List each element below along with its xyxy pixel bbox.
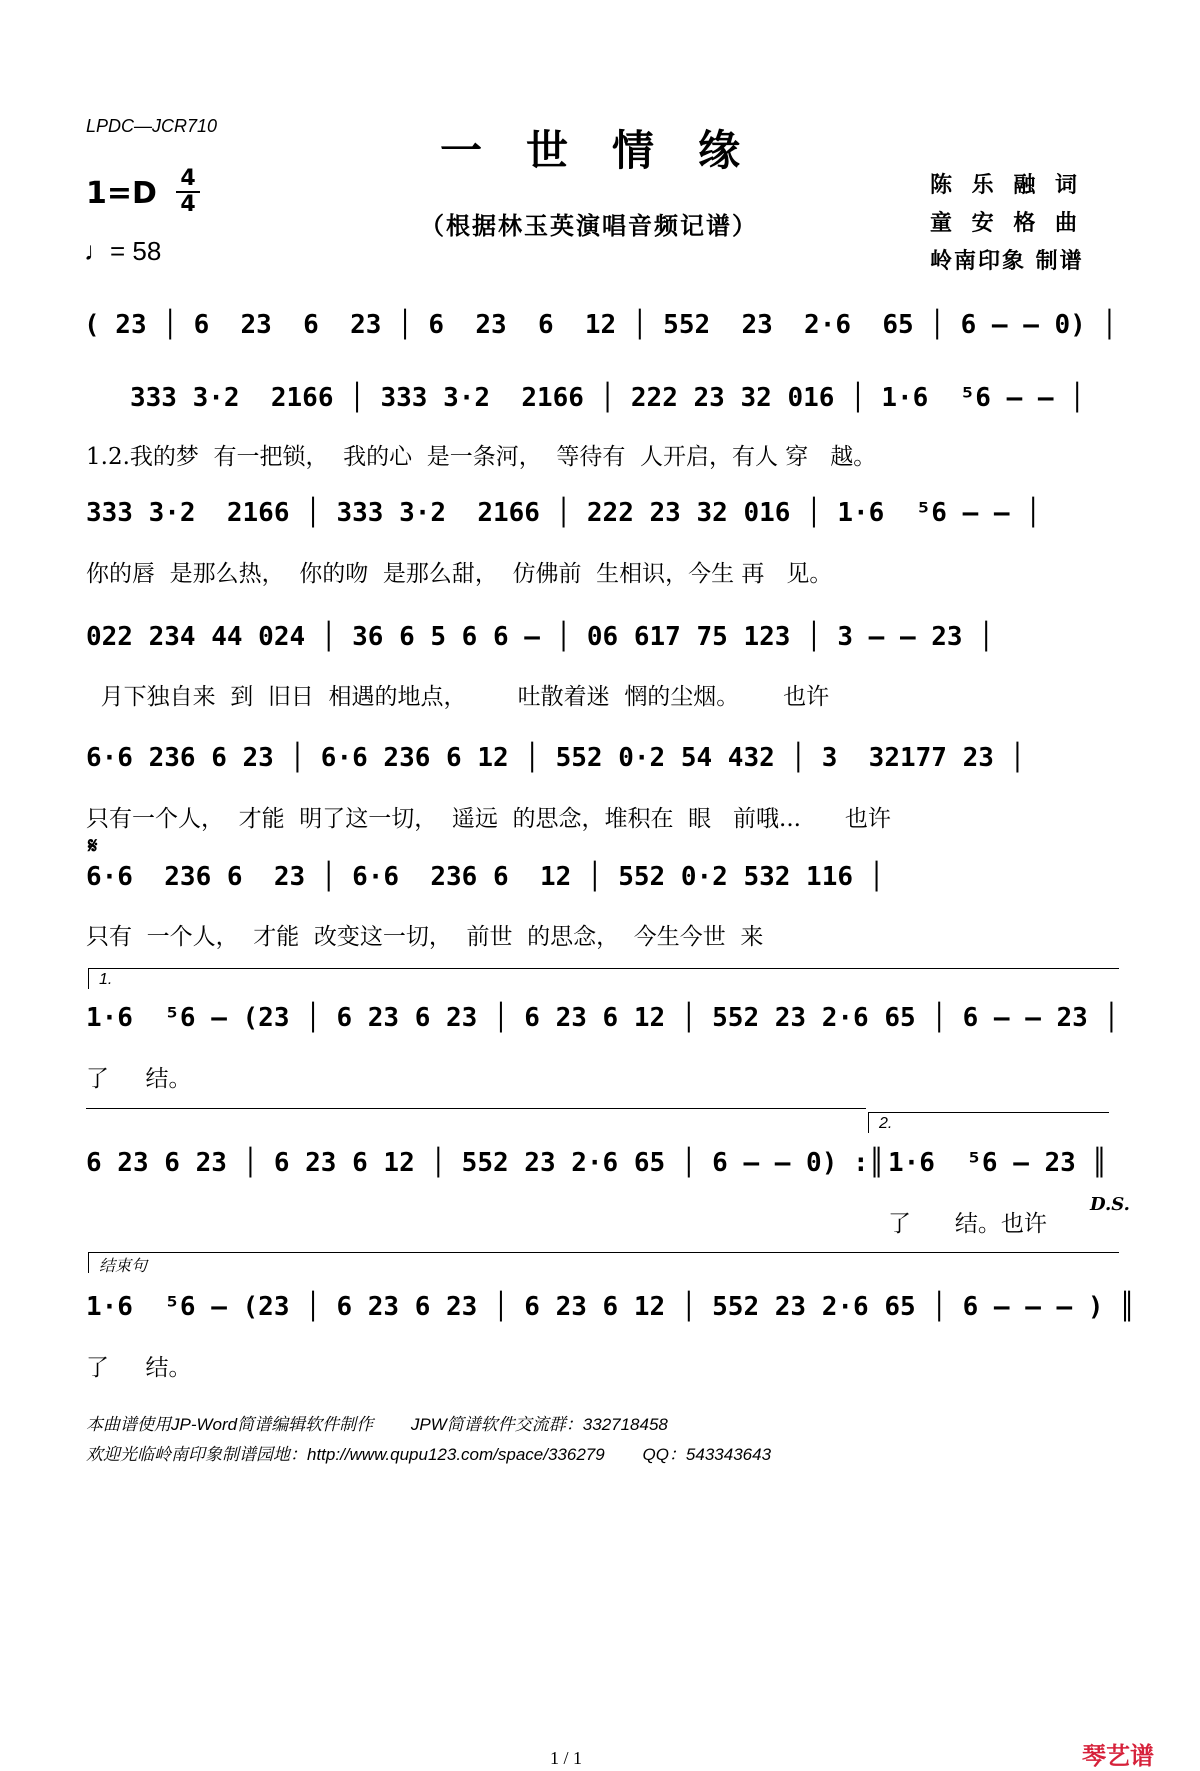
segno-sign: 𝄋	[88, 834, 98, 859]
score-line-9-notes: 1·6 ⁵6 – (23 │ 6 23 6 23 │ 6 23 6 12 │ 552 23 2·6 65 │ 6 – – – ) ║	[86, 1292, 1135, 1322]
score-line-2-notes: 333 3·2 2166 │ 333 3·2 2166 │ 222 23 32 016 │ 1·6 ⁵6 – – │	[130, 383, 1085, 413]
time-signature-top: 4	[180, 166, 196, 191]
dal-segno-marking: D.S.	[1090, 1194, 1130, 1215]
composer-credit: 童 安 格 曲	[930, 210, 1083, 236]
score-line-7-lyrics: 了 结。	[86, 1066, 192, 1092]
tempo-marking: ♩= 58	[84, 236, 162, 266]
volta-label-1: 1.	[99, 971, 113, 988]
volta-label-coda: 结束句	[99, 1258, 148, 1275]
time-signature	[176, 168, 200, 216]
score-line-3-notes: 333 3·2 2166 │ 333 3·2 2166 │ 222 23 32 016 │ 1·6 ⁵6 – – │	[86, 498, 1041, 528]
score-line-9-lyrics: 了 结。	[86, 1355, 192, 1381]
footer-line-1: 本曲谱使用JP-Word简谱编辑软件制作 JPW简谱软件交流群：332718458	[86, 1415, 668, 1434]
volta-bracket-1	[88, 968, 1119, 989]
score-line-5-lyrics: 只有一个人， 才能 明了这一切， 遥远 的思念，堆积在 眼 前哦... 也许	[86, 806, 891, 832]
score-line-1-notes: ( 23 │ 6 23 6 23 │ 6 23 6 12 │ 552 23 2·6 65 │ 6 – – 0) │	[84, 310, 1118, 340]
score-line-8-second-ending-lyrics: 了 结。也许	[888, 1211, 1047, 1237]
page-number: 1 / 1	[550, 1748, 583, 1768]
score-line-8-notes: 6 23 6 23 │ 6 23 6 12 │ 552 23 2·6 65 │ 6 – – 0) :║	[86, 1148, 885, 1178]
score-line-2-lyrics: 1.2.我的梦 有一把锁， 我的心 是一条河， 等待有 人开启，有人 穿 越。	[86, 444, 877, 470]
song-title: 一世情缘	[440, 126, 785, 175]
score-line-6-notes: 6·6 236 6 23 │ 6·6 236 6 12 │ 552 0·2 532 116 │	[86, 862, 885, 892]
song-subtitle: （根据林玉英演唱音频记谱）	[420, 211, 758, 240]
score-line-3-lyrics: 你的唇 是那么热， 你的吻 是那么甜， 仿佛前 生相识，今生 再 见。	[86, 561, 833, 587]
arranger-credit: 岭南印象 制谱	[930, 248, 1084, 274]
score-line-4-notes: 022 234 44 024 │ 36 6 5 6 6 – │ 06 617 75 123 │ 3 – – 23 │	[86, 622, 994, 652]
lyricist-credit: 陈 乐 融 词	[930, 172, 1083, 198]
footer-line-2: 欢迎光临岭南印象制谱园地：http://www.qupu123.com/space/336279 QQ：543343643	[86, 1445, 772, 1464]
volta-continuation-line	[86, 1108, 866, 1109]
key-signature: 1=D	[86, 176, 157, 211]
score-line-7-notes: 1·6 ⁵6 – (23 │ 6 23 6 23 │ 6 23 6 12 │ 552 23 2·6 65 │ 6 – – 23 │	[86, 1003, 1120, 1033]
score-line-8-second-ending-notes: 1·6 ⁵6 – 23 ║	[888, 1148, 1108, 1178]
score-line-6-lyrics: 只有 一个人， 才能 改变这一切， 前世 的思念， 今生今世 来	[86, 924, 764, 950]
volta-label-2: 2.	[879, 1115, 893, 1132]
score-line-5-notes: 6·6 236 6 23 │ 6·6 236 6 12 │ 552 0·2 54 432 │ 3 32177 23 │	[86, 743, 1026, 773]
score-code: LPDC—JCR710	[86, 116, 218, 136]
time-signature-bottom: 4	[180, 192, 196, 217]
score-line-4-lyrics: 月下独自来 到 旧日 相遇的地点， 吐散着迷 惘的尘烟。 也许	[86, 684, 830, 710]
site-logo: 琴艺谱	[1082, 1742, 1154, 1770]
volta-bracket-2	[868, 1112, 1109, 1133]
volta-bracket-coda	[88, 1252, 1119, 1273]
